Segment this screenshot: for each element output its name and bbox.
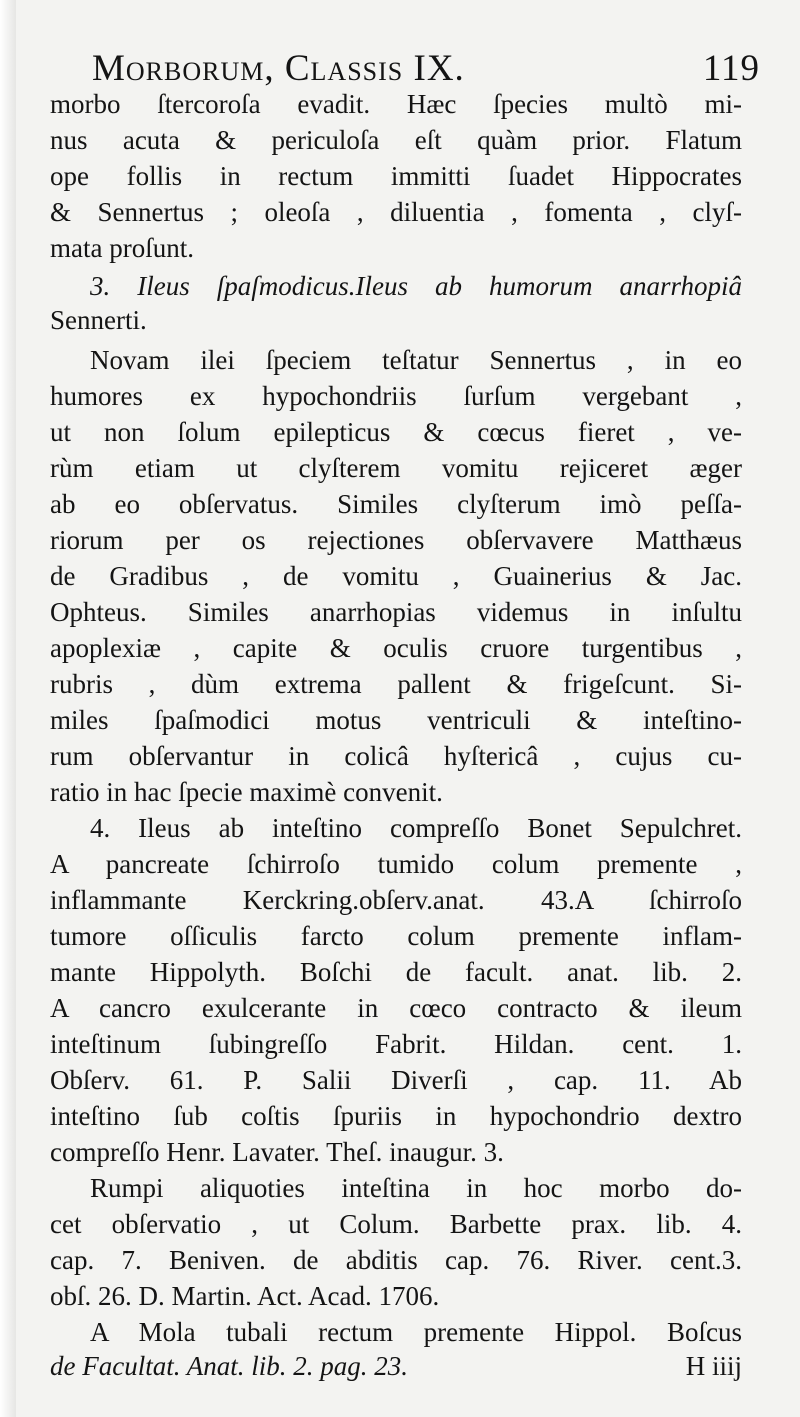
text-line: apoplexiæ , capite & oculis cruore turgentibus , bbox=[50, 633, 742, 663]
text-line: inflammante Kerckring.obſerv.anat. 43.A ſchirroſo bbox=[50, 885, 742, 915]
text-line: de Gradibus , de vomitu , Guainerius & Jac. bbox=[50, 561, 742, 591]
text-line: nus acuta & periculoſa eſt quàm prior. Flatum bbox=[50, 125, 742, 155]
text-line: A Mola tubali rectum premente Hippol. Boſcus bbox=[90, 1317, 742, 1347]
text-line: Obſerv. 61. P. Salii Diverſi , cap. 11. Ab bbox=[50, 1065, 742, 1095]
text-line: ab eo obſervatus. Similes clyſterum imò peſſa- bbox=[50, 489, 742, 519]
text-line: A cancro exulcerante in cœco contracto & ileum bbox=[50, 993, 742, 1023]
text-line: inteſtino ſub coſtis ſpuriis in hypochondrio dextro bbox=[50, 1101, 742, 1131]
text-line: mante Hippolyth. Boſchi de facult. anat. lib. 2. bbox=[50, 957, 742, 987]
text-line: rùm etiam ut clyſterem vomitu rejiceret æger bbox=[50, 453, 742, 483]
running-head-title: Morborum, Classis IX. bbox=[92, 48, 465, 89]
text-line: humores ex hypochondriis ſurſum vergebant , bbox=[50, 381, 742, 411]
text-line: Rumpi aliquoties inteſtina in hoc morbo do- bbox=[90, 1173, 742, 1203]
text-line: ratio in hac ſpecie maximè convenit. bbox=[50, 777, 443, 807]
text-line: obſ. 26. D. Martin. Act. Acad. 1706. bbox=[50, 1281, 440, 1311]
text-line: Sennerti. bbox=[50, 305, 147, 335]
page-number: 119 bbox=[702, 48, 760, 89]
text-line: inteſtinum ſubingreſſo Fabrit. Hildan. cent. 1. bbox=[50, 1029, 742, 1059]
text-line: rubris , dùm extrema pallent & frigeſcunt. Si- bbox=[50, 669, 742, 699]
page-gutter-shadow bbox=[0, 0, 16, 1417]
text-line: riorum per os rejectiones obſervavere Matthæus bbox=[50, 525, 742, 555]
text-line: miles ſpaſmodici motus ventriculi & inteſtino- bbox=[50, 705, 742, 735]
text-line: mata proſunt. bbox=[50, 233, 194, 263]
text-line: cap. 7. Beniven. de abditis cap. 76. River. cent.3. bbox=[50, 1245, 742, 1275]
text-line: Ophteus. Similes anarrhopias videmus in inſultu bbox=[50, 597, 742, 627]
text-line: A pancreate ſchirroſo tumido colum premente , bbox=[50, 849, 742, 879]
signature-mark: H iiij bbox=[685, 1351, 742, 1381]
text-line: cet obſervatio , ut Colum. Barbette prax. lib. 4. bbox=[50, 1209, 742, 1239]
text-line: ope follis in rectum immitti ſuadet Hippocrates bbox=[50, 161, 742, 191]
text-line: ut non ſolum epilepticus & cœcus fieret , ve- bbox=[50, 417, 742, 447]
text-line: rum obſervantur in colicâ hyſtericâ , cujus cu- bbox=[50, 741, 742, 771]
text-line: tumore oſſiculis farcto colum premente inflam- bbox=[50, 921, 742, 951]
text-line: de Facultat. Anat. lib. 2. pag. 23. bbox=[50, 1351, 408, 1381]
text-line: Novam ilei ſpeciem teſtatur Sennertus , in eo bbox=[90, 345, 742, 375]
text-line: & Sennertus ; oleoſa , diluentia , fomenta , clyſ- bbox=[50, 197, 742, 227]
section-heading-4: 4. Ileus ab inteſtino compreſſo Bonet Sepulchret. bbox=[90, 813, 742, 843]
section-heading-3: 3. Ileus ſpaſmodicus.Ileus ab humorum anarrhopiâ bbox=[90, 271, 742, 301]
text-line: compreſſo Henr. Lavater. Theſ. inaugur. 3. bbox=[50, 1137, 504, 1167]
text-line: morbo ſtercoroſa evadit. Hæc ſpecies multò mi- bbox=[50, 89, 742, 119]
